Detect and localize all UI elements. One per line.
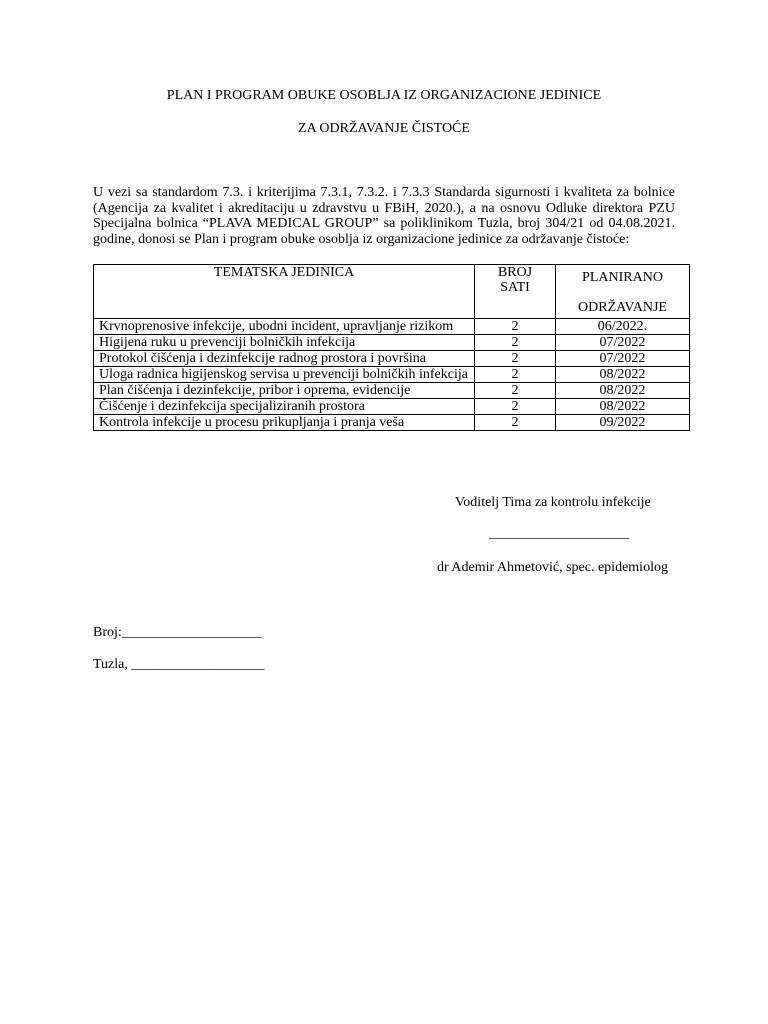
table-row	[94, 415, 690, 431]
header-planned	[556, 265, 690, 319]
intro-paragraph: U vezi sa standardom 7.3. i kriterijima 7.3.1, 7.3.2. i 7.3.3 Standarda sigurnosti i kvaliteta za bolnice (Agencija za kvalitet i akreditaciju u zdravstvu u FBiH, 2020.), a na osnovu Odluke direktora PZU Specijalna bolnica “PLAVA MEDICAL GROUP” sa poliklinikom Tuzla, broj 304/21 od 04.08.2021. godine, donosi se Plan i program obuke osoblja iz organizacione jedinice za održavanje čistoće:	[93, 185, 675, 247]
row-hours: 2	[475, 415, 556, 431]
row-hours: 2	[475, 383, 556, 399]
table-row	[94, 335, 690, 351]
document-subtitle: ZA ODRŽAVANJE ČISTOĆE	[298, 121, 470, 136]
row-planned: 07/2022	[556, 351, 690, 367]
signature-name: dr Ademir Ahmetović, spec. epidemiolog	[437, 560, 668, 575]
row-topic: Plan čišćenja i dezinfekcije, pribor i oprema, evidencije	[94, 383, 475, 399]
document-title: PLAN I PROGRAM OBUKE OSOBLJA IZ ORGANIZACIONE JEDINICE	[166, 88, 602, 103]
row-topic: Higijena ruku u prevenciji bolničkih infekcija	[94, 335, 475, 351]
row-topic: Kontrola infekcije u procesu prikupljanja i pranja veša	[94, 415, 475, 431]
row-hours: 2	[475, 399, 556, 415]
table-row	[94, 399, 690, 415]
row-hours: 2	[475, 367, 556, 383]
table-row	[94, 319, 690, 335]
table-row	[94, 351, 690, 367]
header-planned-line1: PLANIRANO	[582, 270, 663, 285]
header-topic: TEMATSKA JEDINICA	[94, 265, 475, 319]
row-planned: 08/2022	[556, 399, 690, 415]
header-hours-line1: BROJ	[497, 265, 533, 280]
table-header-row	[94, 265, 690, 319]
signature-role: Voditelj Tima za kontrolu infekcije	[455, 495, 651, 510]
header-hours-line2: SATI	[500, 280, 530, 295]
signature-line: ____________________	[489, 526, 629, 541]
row-topic: Uloga radnica higijenskog servisa u prevenciji bolničkih infekcija	[94, 367, 475, 383]
row-planned: 06/2022.	[556, 319, 690, 335]
header-planned-line2: ODRŽAVANJE	[578, 300, 667, 315]
row-hours: 2	[475, 351, 556, 367]
row-topic: Protokol čišćenja i dezinfekcije radnog prostora i površina	[94, 351, 475, 367]
broj-field: Broj:____________________	[93, 625, 262, 640]
row-planned: 07/2022	[556, 335, 690, 351]
row-topic: Krvnoprenosive infekcije, ubodni incident, upravljanje rizikom	[94, 319, 475, 335]
table-row	[94, 367, 690, 383]
row-hours: 2	[475, 319, 556, 335]
row-hours: 2	[475, 335, 556, 351]
row-topic: Čišćenje i dezinfekcija specijaliziranih prostora	[94, 399, 475, 415]
table-row	[94, 383, 690, 399]
row-planned: 08/2022	[556, 383, 690, 399]
row-planned: 09/2022	[556, 415, 690, 431]
header-hours	[475, 265, 556, 319]
tuzla-field: Tuzla, ___________________	[93, 657, 265, 672]
training-plan-table	[93, 264, 690, 431]
row-planned: 08/2022	[556, 367, 690, 383]
